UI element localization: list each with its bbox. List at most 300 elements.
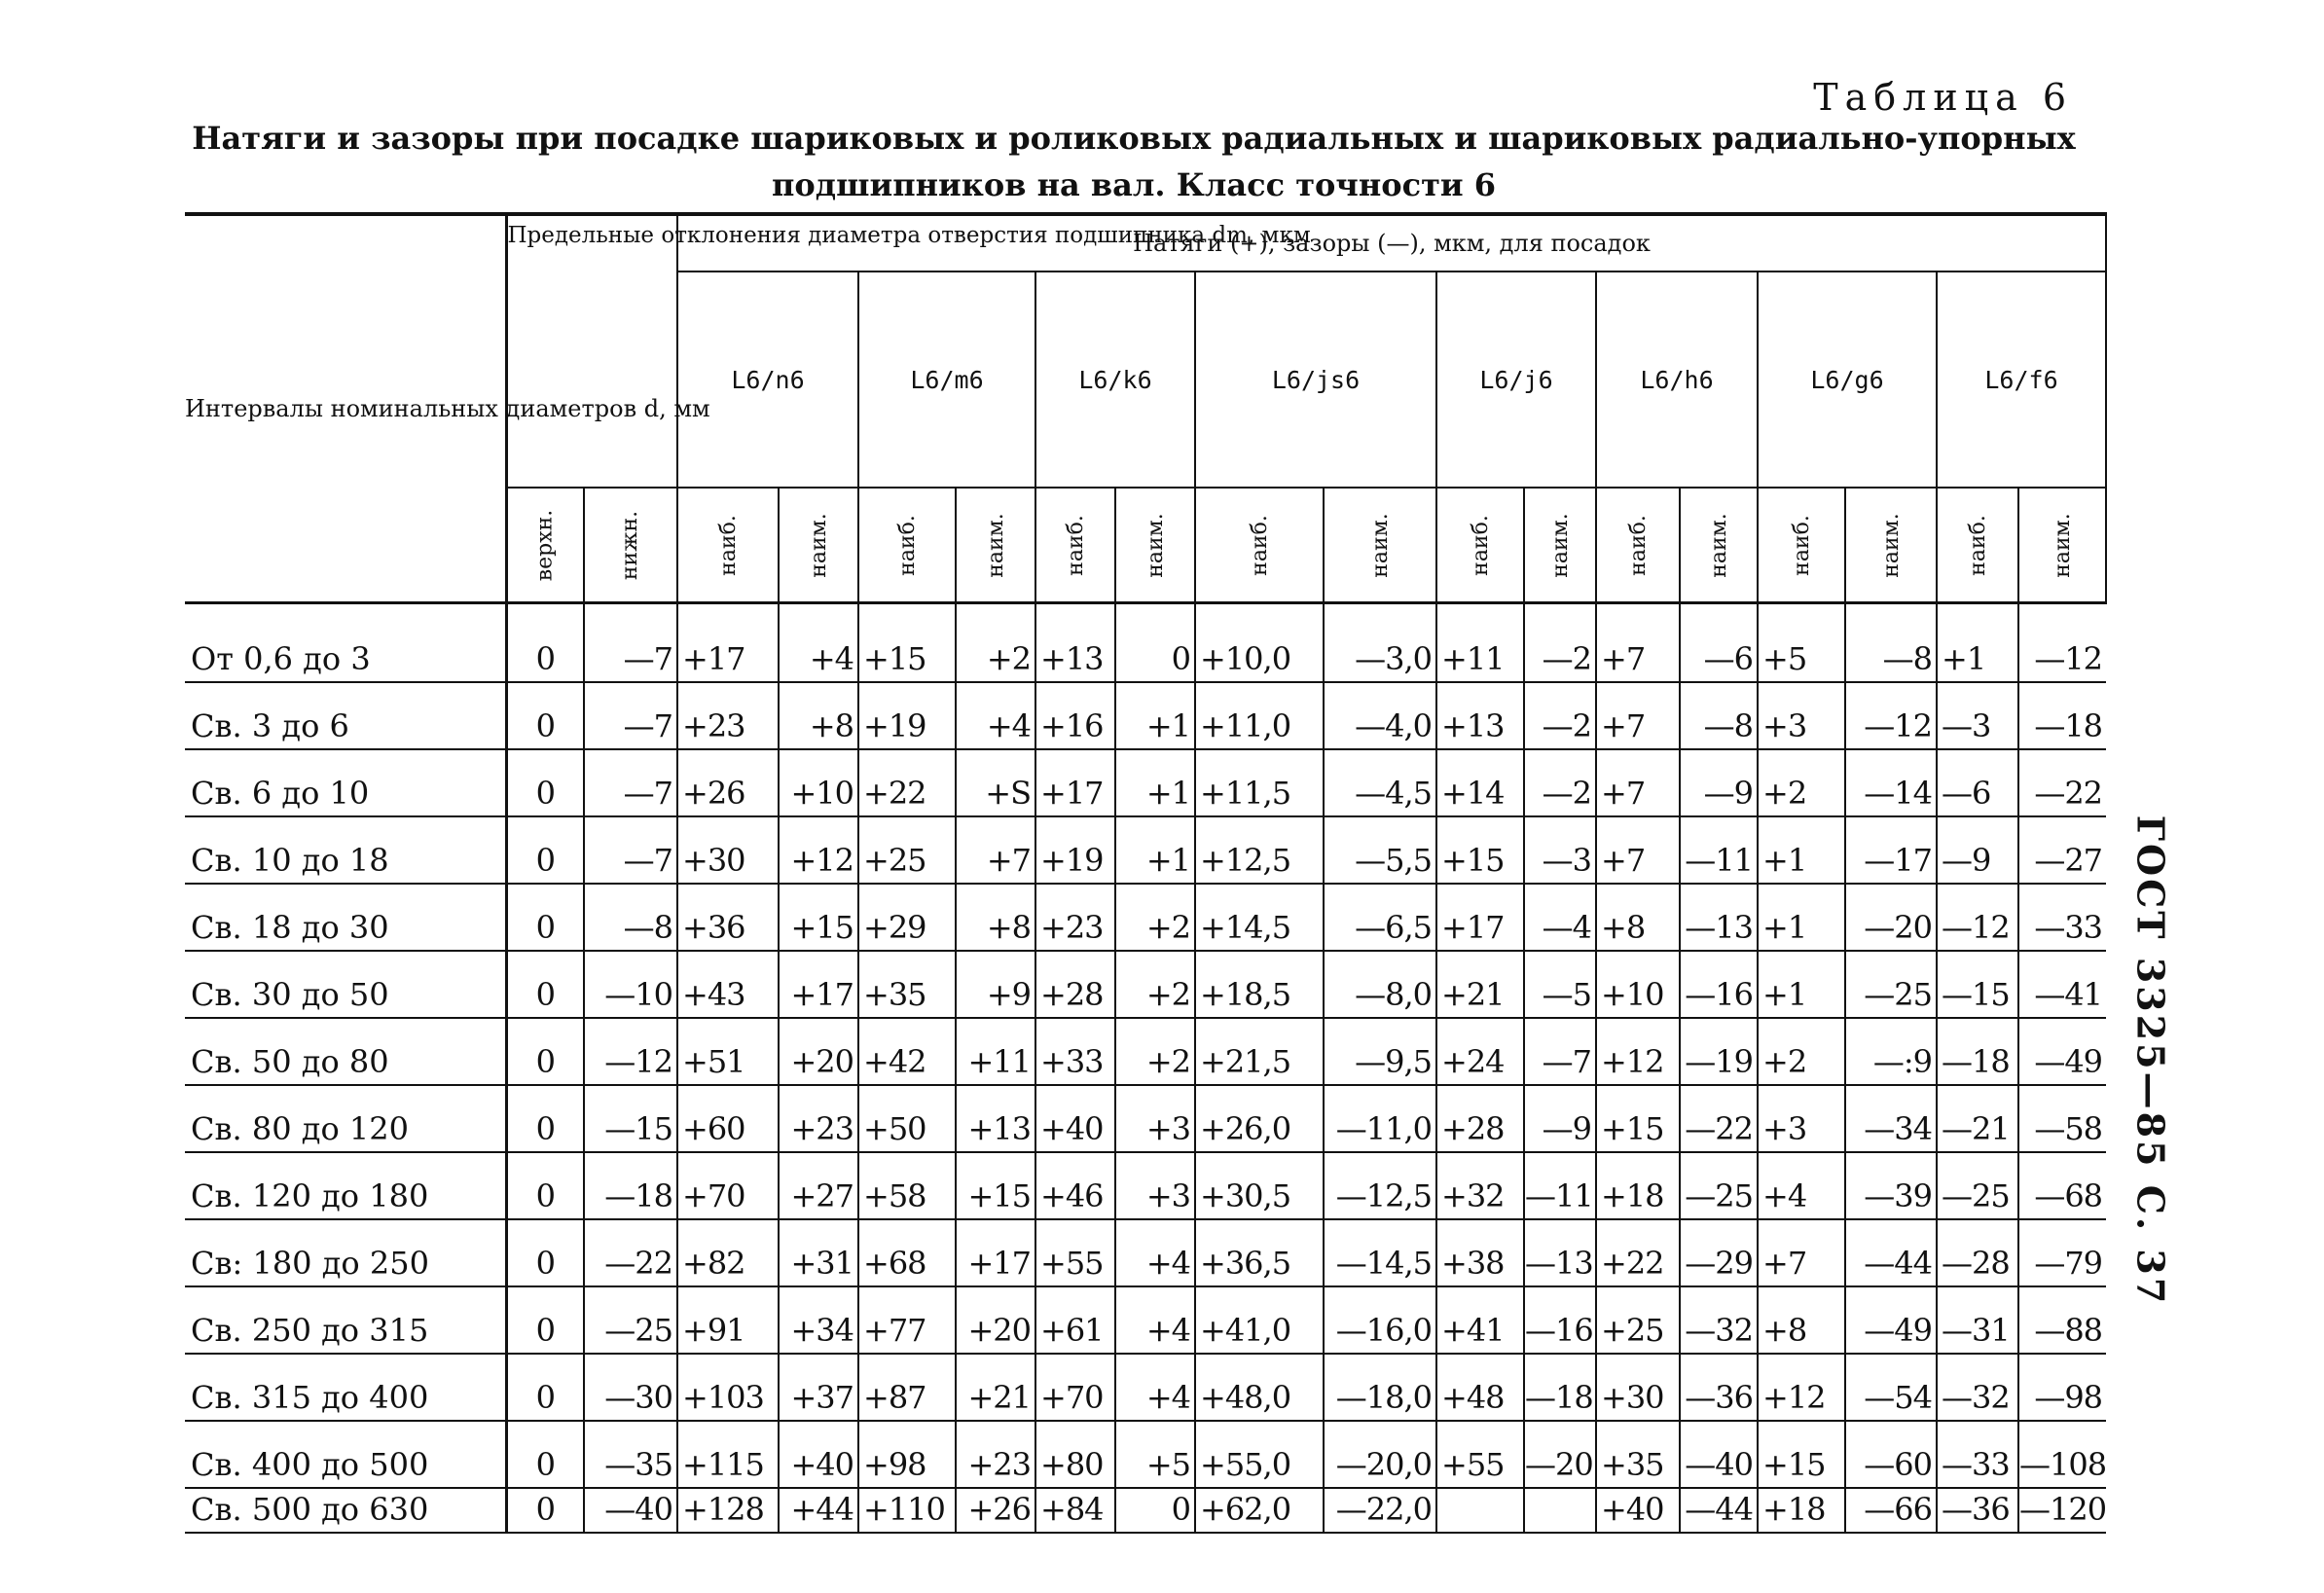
- row-value: +1: [1937, 603, 2018, 683]
- row-value: —66: [1845, 1488, 1937, 1533]
- row-value: —8,0: [1324, 951, 1436, 1018]
- row-value: +3: [1758, 1085, 1845, 1152]
- header-fit-1-min: [779, 488, 858, 603]
- row-value: —3: [1937, 682, 2018, 749]
- row-value: +35: [1596, 1421, 1680, 1488]
- row-value: —35: [584, 1421, 677, 1488]
- row-value: +40: [1596, 1488, 1680, 1533]
- row-value: +35: [858, 951, 956, 1018]
- row-value: +15: [779, 884, 858, 951]
- table-row: [185, 884, 2106, 951]
- table-title: [185, 115, 2083, 208]
- row-value: +77: [858, 1286, 956, 1354]
- row-value: 0: [1115, 603, 1195, 683]
- row-value: +13: [956, 1085, 1035, 1152]
- row-value: —14: [1845, 749, 1937, 816]
- row-value: +7: [1596, 816, 1680, 884]
- row-value: +7: [1758, 1219, 1845, 1286]
- header-fit-5-max-text: наиб.: [1468, 514, 1493, 576]
- header-lower-text: нижн.: [618, 510, 643, 580]
- row-value: +2: [1758, 1018, 1845, 1085]
- row-value: +40: [779, 1421, 858, 1488]
- row-value: +18: [1596, 1152, 1680, 1219]
- row-value: —18: [1524, 1354, 1596, 1421]
- row-value: —6,5: [1324, 884, 1436, 951]
- table-row: [185, 1152, 2106, 1219]
- row-interval: Св. 10 до 18: [185, 816, 506, 884]
- row-interval: Св. 18 до 30: [185, 884, 506, 951]
- row-value: +36,5: [1195, 1219, 1324, 1286]
- row-value: +18,5: [1195, 951, 1324, 1018]
- row-value: —108: [2018, 1421, 2106, 1488]
- header-fit-8-max-text: наиб.: [1965, 514, 1990, 576]
- row-interval: Св. 250 до 315: [185, 1286, 506, 1354]
- row-value: +7: [1596, 603, 1680, 683]
- row-value: —27: [2018, 816, 2106, 884]
- row-value: —11: [1524, 1152, 1596, 1219]
- row-value: —29: [1680, 1219, 1758, 1286]
- row-interval: Св: 180 до 250: [185, 1219, 506, 1286]
- row-value: —8: [584, 884, 677, 951]
- row-value: +3: [1115, 1085, 1195, 1152]
- row-value: +80: [1035, 1421, 1115, 1488]
- header-fit-2-max: [858, 488, 956, 603]
- row-value: —16,0: [1324, 1286, 1436, 1354]
- row-value: +21: [956, 1354, 1035, 1421]
- row-value: +7: [1596, 682, 1680, 749]
- row-value: 0: [506, 1219, 584, 1286]
- header-interval: Интервалы номинальных диаметров d, мм: [185, 214, 506, 603]
- row-value: —7: [584, 603, 677, 683]
- row-value: +26: [677, 749, 779, 816]
- row-value: +1: [1115, 682, 1195, 749]
- row-value: +30: [1596, 1354, 1680, 1421]
- header-upper-text: верхн.: [532, 509, 558, 581]
- row-value: +50: [858, 1085, 956, 1152]
- row-value: —22: [2018, 749, 2106, 816]
- header-fit-8: L6/f6: [1937, 272, 2106, 488]
- row-value: +51: [677, 1018, 779, 1085]
- row-value: —17: [1845, 816, 1937, 884]
- row-value: +1: [1758, 951, 1845, 1018]
- row-value: —9: [1937, 816, 2018, 884]
- row-value: —36: [1680, 1354, 1758, 1421]
- row-value: —31: [1937, 1286, 2018, 1354]
- row-value: —18: [584, 1152, 677, 1219]
- row-value: —25: [1845, 951, 1937, 1018]
- row-value: +33: [1035, 1018, 1115, 1085]
- row-value: —14,5: [1324, 1219, 1436, 1286]
- row-value: 0: [506, 816, 584, 884]
- table-row: [185, 1085, 2106, 1152]
- row-value: —5,5: [1324, 816, 1436, 884]
- row-value: +2: [1115, 951, 1195, 1018]
- row-interval: Св. 315 до 400: [185, 1354, 506, 1421]
- header-fit-3-min: [1115, 488, 1195, 603]
- header-fit-2-max-text: наиб.: [894, 514, 920, 576]
- table-row: [185, 1219, 2106, 1286]
- row-value: 0: [1115, 1488, 1195, 1533]
- header-fit-2-min-text: наим.: [983, 512, 1008, 578]
- header-fit-3: L6/k6: [1035, 272, 1195, 488]
- header-fit-7-max-text: наиб.: [1789, 514, 1814, 576]
- row-value: +2: [1115, 884, 1195, 951]
- row-value: —9,5: [1324, 1018, 1436, 1085]
- row-value: —22,0: [1324, 1488, 1436, 1533]
- row-value: —13: [1680, 884, 1758, 951]
- row-value: —2: [1524, 682, 1596, 749]
- row-value: +14: [1436, 749, 1524, 816]
- row-value: +20: [956, 1286, 1035, 1354]
- row-value: +110: [858, 1488, 956, 1533]
- row-value: +11,5: [1195, 749, 1324, 816]
- header-fit-4-min-text: наим.: [1367, 512, 1393, 578]
- row-value: —32: [1680, 1286, 1758, 1354]
- row-value: +68: [858, 1219, 956, 1286]
- row-interval: Св. 6 до 10: [185, 749, 506, 816]
- row-value: +62,0: [1195, 1488, 1324, 1533]
- table-row: [185, 1286, 2106, 1354]
- header-fit-4: L6/js6: [1195, 272, 1436, 488]
- row-value: —98: [2018, 1354, 2106, 1421]
- row-value: +17: [956, 1219, 1035, 1286]
- header-fits: Натяги (+), зазоры (—), мкм, для посадок: [677, 214, 2106, 272]
- row-value: +23: [956, 1421, 1035, 1488]
- header-fit-4-min: [1324, 488, 1436, 603]
- header-fit-4-max-text: наиб.: [1247, 514, 1272, 576]
- row-value: +61: [1035, 1286, 1115, 1354]
- row-value: +70: [1035, 1354, 1115, 1421]
- row-value: —10: [584, 951, 677, 1018]
- row-value: +12: [1758, 1354, 1845, 1421]
- row-value: +70: [677, 1152, 779, 1219]
- row-value: +32: [1436, 1152, 1524, 1219]
- row-value: +58: [858, 1152, 956, 1219]
- row-value: —28: [1937, 1219, 2018, 1286]
- row-value: —20,0: [1324, 1421, 1436, 1488]
- row-value: +17: [1035, 749, 1115, 816]
- header-fit-6-min-text: наим.: [1706, 512, 1731, 578]
- row-value: —58: [2018, 1085, 2106, 1152]
- row-value: +84: [1035, 1488, 1115, 1533]
- header-fit-5-min-text: наим.: [1547, 512, 1573, 578]
- row-value: —7: [584, 816, 677, 884]
- row-value: [1524, 1488, 1596, 1533]
- row-value: —4,0: [1324, 682, 1436, 749]
- row-value: +25: [858, 816, 956, 884]
- row-value: +17: [779, 951, 858, 1018]
- row-value: +5: [1758, 603, 1845, 683]
- row-value: +4: [779, 603, 858, 683]
- row-value: +8: [1596, 884, 1680, 951]
- row-interval: Св. 120 до 180: [185, 1152, 506, 1219]
- row-value: +19: [858, 682, 956, 749]
- row-value: +22: [1596, 1219, 1680, 1286]
- row-value: +15: [1596, 1085, 1680, 1152]
- row-value: +14,5: [1195, 884, 1324, 951]
- row-value: +4: [1758, 1152, 1845, 1219]
- row-value: +30,5: [1195, 1152, 1324, 1219]
- row-value: +8: [1758, 1286, 1845, 1354]
- row-value: 0: [506, 682, 584, 749]
- title-line-2: подшипников на вал. Класс точности 6: [771, 166, 1497, 203]
- row-value: +60: [677, 1085, 779, 1152]
- row-value: +42: [858, 1018, 956, 1085]
- row-value: —25: [1680, 1152, 1758, 1219]
- row-value: +13: [1436, 682, 1524, 749]
- header-limits: Предельные отклонения диаметра отверстия подшипника dm, мкм: [506, 214, 677, 488]
- row-value: —120: [2018, 1488, 2106, 1533]
- row-value: —7: [1524, 1018, 1596, 1085]
- row-value: —3: [1524, 816, 1596, 884]
- row-value: +1: [1758, 816, 1845, 884]
- row-value: —20: [1845, 884, 1937, 951]
- row-value: +29: [858, 884, 956, 951]
- row-value: —25: [584, 1286, 677, 1354]
- row-value: —11,0: [1324, 1085, 1436, 1152]
- row-value: +48,0: [1195, 1354, 1324, 1421]
- row-value: —22: [584, 1219, 677, 1286]
- header-fit-6: L6/h6: [1596, 272, 1758, 488]
- row-value: —4: [1524, 884, 1596, 951]
- row-value: +43: [677, 951, 779, 1018]
- row-value: +12,5: [1195, 816, 1324, 884]
- row-value: 0: [506, 1488, 584, 1533]
- row-value: +103: [677, 1354, 779, 1421]
- row-value: 0: [506, 1018, 584, 1085]
- row-value: +9: [956, 951, 1035, 1018]
- row-value: +21: [1436, 951, 1524, 1018]
- row-value: +7: [1596, 749, 1680, 816]
- row-value: —3,0: [1324, 603, 1436, 683]
- row-value: +23: [779, 1085, 858, 1152]
- row-value: +23: [1035, 884, 1115, 951]
- row-value: —6: [1680, 603, 1758, 683]
- row-value: 0: [506, 1152, 584, 1219]
- row-value: —19: [1680, 1018, 1758, 1085]
- row-value: +1: [1115, 816, 1195, 884]
- header-fit-4-max: [1195, 488, 1324, 603]
- header-fit-8-max: [1937, 488, 2018, 603]
- row-value: +38: [1436, 1219, 1524, 1286]
- row-value: +15: [1436, 816, 1524, 884]
- row-value: —2: [1524, 749, 1596, 816]
- row-value: +1: [1758, 884, 1845, 951]
- row-value: —8: [1680, 682, 1758, 749]
- row-value: +55,0: [1195, 1421, 1324, 1488]
- row-value: +98: [858, 1421, 956, 1488]
- row-value: +115: [677, 1421, 779, 1488]
- row-value: —36: [1937, 1488, 2018, 1533]
- row-value: —12: [1937, 884, 2018, 951]
- header-fit-3-max-text: наиб.: [1063, 514, 1088, 576]
- row-interval: Св. 50 до 80: [185, 1018, 506, 1085]
- row-value: +10,0: [1195, 603, 1324, 683]
- row-value: +15: [1758, 1421, 1845, 1488]
- row-value: —11: [1680, 816, 1758, 884]
- row-value: +17: [677, 603, 779, 683]
- side-note: ГОСТ 3325—85 С. 37: [2128, 815, 2173, 1307]
- row-value: —33: [2018, 884, 2106, 951]
- row-value: [1436, 1488, 1524, 1533]
- table-label: Таблица 6: [1813, 76, 2073, 119]
- row-value: +36: [677, 884, 779, 951]
- row-interval: Св. 400 до 500: [185, 1421, 506, 1488]
- header-fit-1: L6/n6: [677, 272, 858, 488]
- row-value: +26: [956, 1488, 1035, 1533]
- row-interval: Св. 500 до 630: [185, 1488, 506, 1533]
- row-value: —12: [1845, 682, 1937, 749]
- table-row: [185, 1018, 2106, 1085]
- row-value: +24: [1436, 1018, 1524, 1085]
- row-value: —33: [1937, 1421, 2018, 1488]
- row-value: +34: [779, 1286, 858, 1354]
- row-value: +4: [1115, 1219, 1195, 1286]
- row-value: +8: [956, 884, 1035, 951]
- row-value: +23: [677, 682, 779, 749]
- row-value: —20: [1524, 1421, 1596, 1488]
- header-fit-7: L6/g6: [1758, 272, 1937, 488]
- row-value: +55: [1035, 1219, 1115, 1286]
- row-value: —41: [2018, 951, 2106, 1018]
- header-fit-8-min: [2018, 488, 2106, 603]
- row-value: +3: [1758, 682, 1845, 749]
- row-value: +5: [1115, 1421, 1195, 1488]
- row-value: —54: [1845, 1354, 1937, 1421]
- row-value: —44: [1680, 1488, 1758, 1533]
- row-value: —9: [1524, 1085, 1596, 1152]
- header-lower: [584, 488, 677, 603]
- header-fit-1-min-text: наим.: [806, 512, 831, 578]
- row-value: —30: [584, 1354, 677, 1421]
- row-value: —16: [1524, 1286, 1596, 1354]
- row-value: 0: [506, 603, 584, 683]
- row-value: —12: [584, 1018, 677, 1085]
- header-fit-7-max: [1758, 488, 1845, 603]
- row-value: +55: [1436, 1421, 1524, 1488]
- row-value: —13: [1524, 1219, 1596, 1286]
- table-row: [185, 816, 2106, 884]
- header-fit-6-max-text: наиб.: [1625, 514, 1651, 576]
- header-fit-6-min: [1680, 488, 1758, 603]
- row-value: +12: [779, 816, 858, 884]
- row-value: +41,0: [1195, 1286, 1324, 1354]
- header-fit-1-max: [677, 488, 779, 603]
- row-value: —39: [1845, 1152, 1937, 1219]
- row-value: +4: [956, 682, 1035, 749]
- header-fit-5-min: [1524, 488, 1596, 603]
- row-value: —8: [1845, 603, 1937, 683]
- row-value: +7: [956, 816, 1035, 884]
- row-value: +41: [1436, 1286, 1524, 1354]
- row-value: +2: [1758, 749, 1845, 816]
- row-value: +91: [677, 1286, 779, 1354]
- row-value: +2: [956, 603, 1035, 683]
- row-value: —4,5: [1324, 749, 1436, 816]
- row-value: —49: [1845, 1286, 1937, 1354]
- row-value: —44: [1845, 1219, 1937, 1286]
- row-value: 0: [506, 951, 584, 1018]
- row-value: —15: [584, 1085, 677, 1152]
- row-value: +19: [1035, 816, 1115, 884]
- row-value: 0: [506, 749, 584, 816]
- row-value: —49: [2018, 1018, 2106, 1085]
- header-fit-5-max: [1436, 488, 1524, 603]
- row-value: 0: [506, 1354, 584, 1421]
- row-value: —6: [1937, 749, 2018, 816]
- header-fit-3-max: [1035, 488, 1115, 603]
- row-value: —18: [2018, 682, 2106, 749]
- row-value: —25: [1937, 1152, 2018, 1219]
- row-interval: От 0,6 до 3: [185, 603, 506, 683]
- row-value: —15: [1937, 951, 2018, 1018]
- fits-table: [185, 212, 2107, 1534]
- row-value: +26,0: [1195, 1085, 1324, 1152]
- table-row: [185, 951, 2106, 1018]
- row-value: 0: [506, 1286, 584, 1354]
- header-fit-6-max: [1596, 488, 1680, 603]
- header-fit-7-min-text: наим.: [1878, 512, 1904, 578]
- row-value: +12: [1596, 1018, 1680, 1085]
- row-value: —68: [2018, 1152, 2106, 1219]
- row-value: +11,0: [1195, 682, 1324, 749]
- row-value: +3: [1115, 1152, 1195, 1219]
- row-value: —18,0: [1324, 1354, 1436, 1421]
- row-value: +87: [858, 1354, 956, 1421]
- row-value: +15: [858, 603, 956, 683]
- row-value: 0: [506, 884, 584, 951]
- row-value: +11: [956, 1018, 1035, 1085]
- row-value: +22: [858, 749, 956, 816]
- row-value: +1: [1115, 749, 1195, 816]
- row-value: +82: [677, 1219, 779, 1286]
- row-value: +27: [779, 1152, 858, 1219]
- row-value: —7: [584, 682, 677, 749]
- row-value: +11: [1436, 603, 1524, 683]
- row-value: +28: [1436, 1085, 1524, 1152]
- header-fit-5: L6/j6: [1436, 272, 1596, 488]
- row-value: +16: [1035, 682, 1115, 749]
- row-value: +28: [1035, 951, 1115, 1018]
- row-interval: Св. 80 до 120: [185, 1085, 506, 1152]
- header-fit-2-min: [956, 488, 1035, 603]
- header-fit-7-min: [1845, 488, 1937, 603]
- row-value: +25: [1596, 1286, 1680, 1354]
- row-value: +4: [1115, 1354, 1195, 1421]
- row-value: +17: [1436, 884, 1524, 951]
- row-value: —32: [1937, 1354, 2018, 1421]
- row-value: —34: [1845, 1085, 1937, 1152]
- row-value: —9: [1680, 749, 1758, 816]
- row-value: —:9: [1845, 1018, 1937, 1085]
- row-value: +128: [677, 1488, 779, 1533]
- header-fit-8-min-text: наим.: [2050, 512, 2075, 578]
- row-value: +S: [956, 749, 1035, 816]
- header-fit-1-max-text: наиб.: [715, 514, 741, 576]
- row-value: +13: [1035, 603, 1115, 683]
- row-value: +46: [1035, 1152, 1115, 1219]
- row-value: —12: [2018, 603, 2106, 683]
- row-value: —40: [1680, 1421, 1758, 1488]
- row-value: 0: [506, 1085, 584, 1152]
- table-row: [185, 1421, 2106, 1488]
- row-value: +15: [956, 1152, 1035, 1219]
- row-value: —7: [584, 749, 677, 816]
- row-value: —12,5: [1324, 1152, 1436, 1219]
- header-fit-2: L6/m6: [858, 272, 1035, 488]
- row-value: —79: [2018, 1219, 2106, 1286]
- row-value: +18: [1758, 1488, 1845, 1533]
